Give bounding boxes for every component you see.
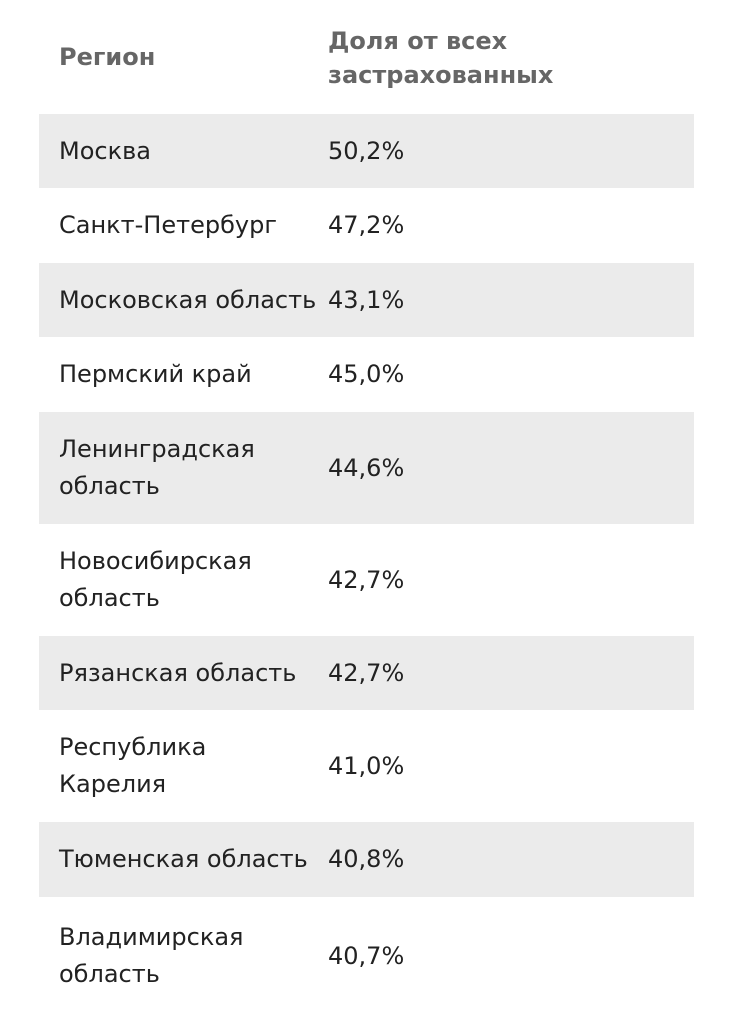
row-share: 42,7%: [328, 658, 405, 687]
row-region: Республика Карелия: [59, 733, 207, 798]
row-region: Тюменская область: [59, 845, 308, 873]
table-row: [39, 114, 694, 188]
row-region: Московская область: [59, 285, 317, 314]
row-share: 44,6%: [328, 453, 405, 482]
table-header: [39, 0, 694, 114]
row-share: 47,2%: [328, 211, 405, 239]
row-share: 40,8%: [328, 845, 405, 873]
header-share: [328, 22, 694, 92]
table-row: [39, 636, 694, 710]
row-share: 45,0%: [328, 360, 405, 388]
row-region: Рязанская область: [59, 658, 297, 687]
row-region: Ленинградская область: [59, 435, 255, 500]
table-row: [39, 524, 694, 636]
row-region: Новосибирская область: [59, 547, 252, 612]
row-region: Владимирская область: [59, 923, 244, 988]
region-share-table: [39, 0, 694, 1015]
table-row: [39, 337, 694, 412]
row-share: 42,7%: [328, 565, 405, 594]
header-region: Регион: [59, 43, 156, 71]
row-region: Санкт-Петербург: [59, 211, 277, 239]
row-share: 43,1%: [328, 285, 405, 314]
row-region: Москва: [59, 136, 151, 165]
row-share: 41,0%: [328, 751, 405, 780]
row-share: 40,7%: [328, 941, 405, 970]
header-share-label: Доля от всех застрахованных: [328, 27, 554, 89]
table-row: [39, 263, 694, 337]
table-row: [39, 188, 694, 263]
table-row: [39, 897, 694, 1015]
row-region: Пермский край: [59, 360, 252, 388]
table-row: [39, 412, 694, 524]
table-row: [39, 710, 694, 822]
row-share: 50,2%: [328, 136, 405, 165]
table-row: [39, 822, 694, 897]
